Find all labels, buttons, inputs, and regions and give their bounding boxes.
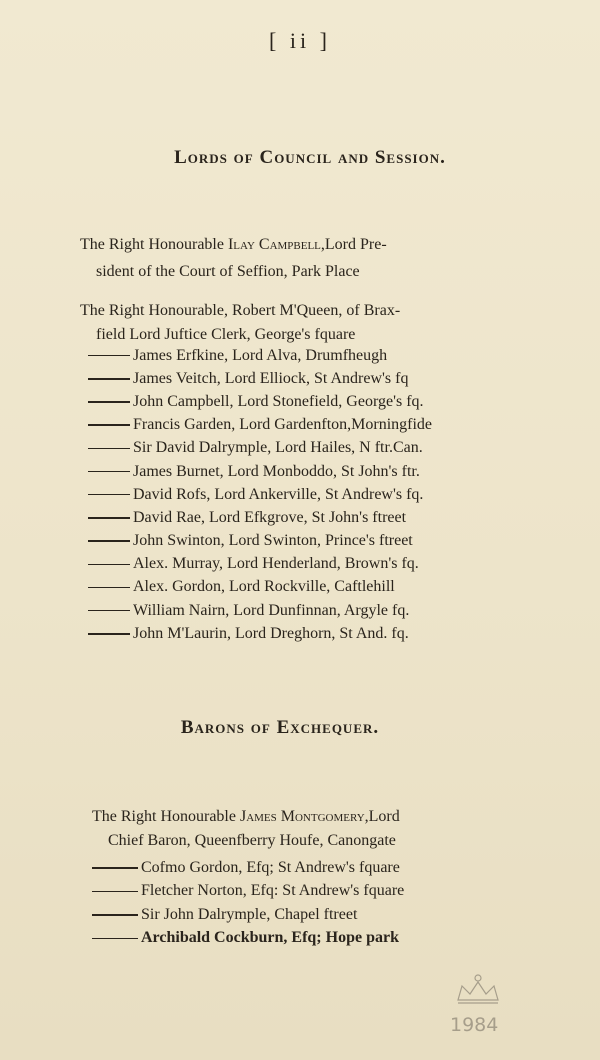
chief-baron-name: James Montgomery bbox=[239, 808, 365, 825]
justice-clerk-line-2: field Lord Juftice Clerk, George's fquare bbox=[96, 326, 356, 343]
dash-rule bbox=[88, 494, 130, 496]
justice-clerk-line-1: The Right Honourable, Robert M'Queen, of Brax- bbox=[80, 302, 401, 319]
dash-rule bbox=[88, 378, 130, 380]
dash-rule bbox=[88, 424, 130, 426]
chief-baron-line-1: The Right Honourable James Montgomery,Lord bbox=[92, 808, 400, 825]
page-number: [ ii ] bbox=[269, 28, 331, 53]
dash-rule bbox=[88, 471, 130, 473]
list-item: Francis Garden, Lord Gardenfton,Morningfide bbox=[88, 414, 432, 437]
dash-rule bbox=[88, 633, 130, 635]
dash-rule bbox=[88, 540, 130, 542]
dash-rule bbox=[88, 587, 130, 589]
dash-rule bbox=[92, 867, 138, 869]
stamp-year: 1984 bbox=[450, 1014, 499, 1036]
dash-rule bbox=[88, 355, 130, 357]
list-item: Cofmo Gordon, Efq; St Andrew's fquare bbox=[92, 856, 404, 880]
dash-rule bbox=[88, 401, 130, 403]
dash-rule bbox=[88, 610, 130, 612]
list-item: Archibald Cockburn, Efq; Hope park bbox=[92, 927, 404, 951]
list-item: John Swinton, Lord Swinton, Prince's ftreet bbox=[88, 530, 432, 553]
dash-rule bbox=[88, 517, 130, 519]
list-item: Alex. Murray, Lord Henderland, Brown's fq. bbox=[88, 553, 432, 576]
council-heading: Lords of Council and Session. bbox=[174, 147, 446, 168]
list-item: David Rae, Lord Efkgrove, St John's ftreet bbox=[88, 506, 432, 529]
list-item: Alex. Gordon, Lord Rockville, Caftlehill bbox=[88, 576, 432, 599]
list-item: James Burnet, Lord Monboddo, St John's ftr. bbox=[88, 460, 432, 483]
dash-rule bbox=[92, 914, 138, 916]
exchequer-heading: Barons of Exchequer. bbox=[180, 717, 380, 738]
barons-list bbox=[92, 856, 404, 950]
justice-clerk-entry bbox=[80, 297, 400, 348]
list-item: John M'Laurin, Lord Dreghorn, St And. fq. bbox=[88, 622, 432, 645]
dash-rule bbox=[92, 938, 138, 940]
list-item: Sir John Dalrymple, Chapel ftreet bbox=[92, 903, 404, 927]
list-item: David Rofs, Lord Ankerville, St Andrew's fq. bbox=[88, 483, 432, 506]
list-item: James Erfkine, Lord Alva, Drumfheugh bbox=[88, 344, 432, 367]
list-item: John Campbell, Lord Stonefield, George's fq. bbox=[88, 390, 432, 413]
president-line-1: The Right Honourable Ilay Campbell,Lord Pre- bbox=[80, 236, 387, 253]
lords-list bbox=[88, 344, 432, 645]
dash-rule bbox=[88, 564, 130, 566]
dash-rule bbox=[88, 448, 130, 450]
list-item: William Nairn, Lord Dunfinnan, Argyle fq. bbox=[88, 599, 432, 622]
president-line-2: sident of the Court of Seffion, Park Place bbox=[96, 263, 360, 280]
list-item: Sir David Dalrymple, Lord Hailes, N ftr.Can. bbox=[88, 437, 432, 460]
president-name: Ilay Campbell bbox=[227, 236, 321, 253]
dash-rule bbox=[92, 891, 138, 893]
crown-seal-icon bbox=[398, 940, 558, 1060]
list-item: James Veitch, Lord Elliock, St Andrew's fq bbox=[88, 367, 432, 390]
library-stamp bbox=[398, 940, 558, 1060]
chief-baron-entry bbox=[92, 803, 400, 854]
list-item: Fletcher Norton, Efq: St Andrew's fquare bbox=[92, 880, 404, 904]
chief-baron-line-2: Chief Baron, Queenfberry Houfe, Canongate bbox=[108, 832, 396, 849]
president-entry bbox=[80, 231, 387, 285]
